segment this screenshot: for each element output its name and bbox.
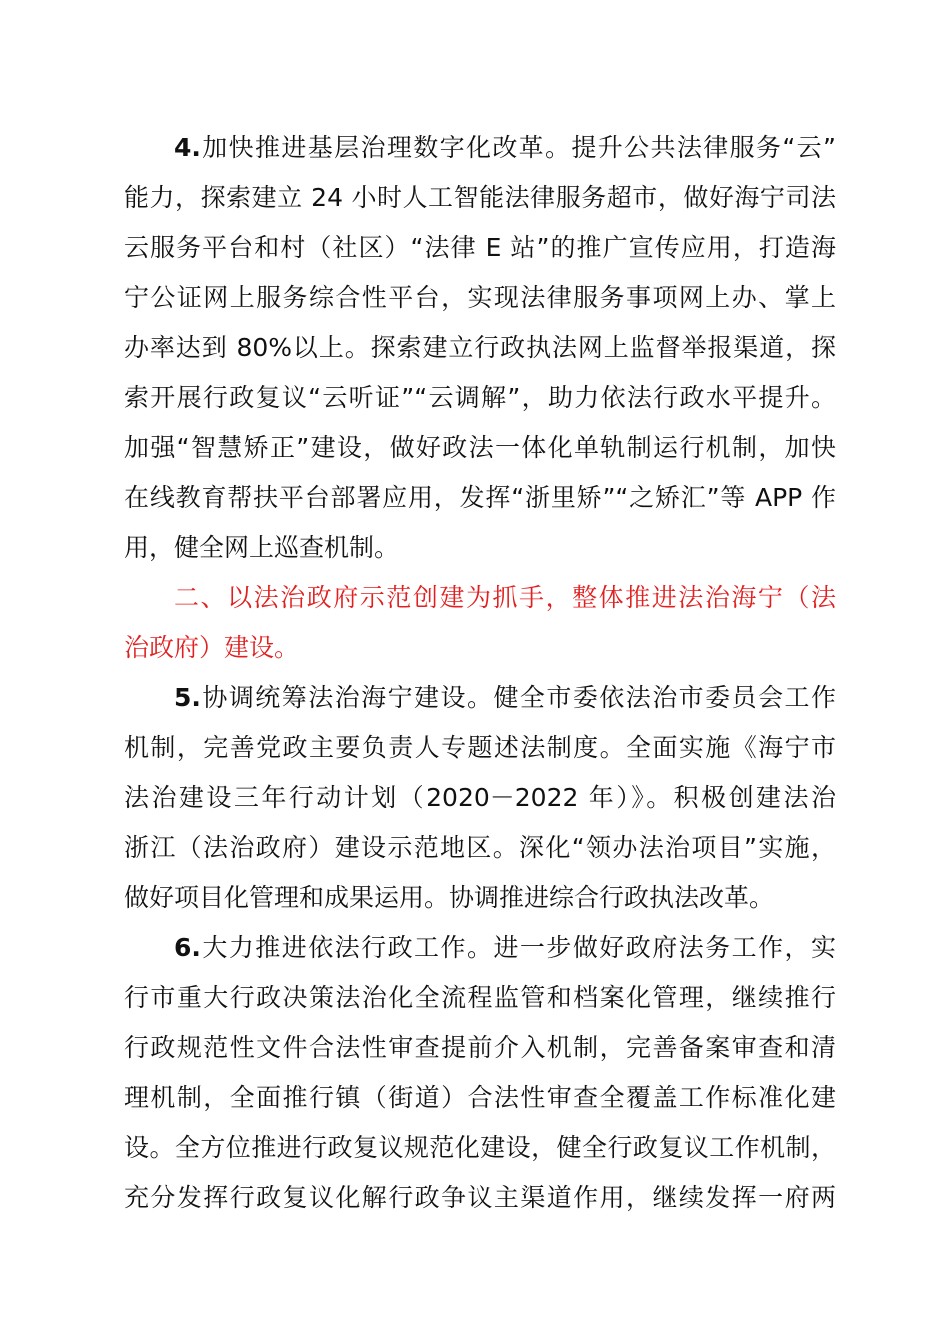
paragraph-5-number: 5. (174, 683, 201, 712)
paragraph-6-line: 行市重大行政决策法治化全流程监管和档案化管理，继续推行 (124, 983, 836, 1012)
paragraph-5-line: 机制，完善党政主要负责人专题述法制度。全面实施《海宁市 (124, 733, 836, 762)
paragraph-6-line: 理机制，全面推行镇（街道）合法性审查全覆盖工作标准化建 (124, 1083, 836, 1112)
section-heading-2-line: 二、以法治政府示范创建为抓手，整体推进法治海宁（法 (174, 583, 836, 612)
paragraph-6-line: 设。全方位推进行政复议规范化建设，健全行政复议工作机制， (124, 1133, 836, 1162)
paragraph-4-line: 用，健全网上巡查机制。 (124, 533, 400, 562)
paragraph-6-number: 6. (174, 933, 201, 962)
paragraph-4-line: 宁公证网上服务综合性平台，实现法律服务事项网上办、掌上 (124, 283, 836, 312)
paragraph-4-line: 能力，探索建立 24 小时人工智能法律服务超市，做好海宁司法 (124, 183, 836, 212)
paragraph-4-number: 4. (174, 133, 201, 162)
paragraph-6-line: 行政规范性文件合法性审查提前介入机制，完善备案审查和清 (124, 1033, 836, 1062)
paragraph-4-line: 云服务平台和村（社区）“法律 E 站”的推广宣传应用，打造海 (124, 233, 836, 262)
section-heading-2-line: 治政府）建设。 (124, 633, 300, 662)
paragraph-5-line: 做好项目化管理和成果运用。协调推进综合行政执法改革。 (124, 883, 775, 912)
paragraph-4-line: 在线教育帮扶平台部署应用，发挥“浙里矫”“之矫汇”等 APP 作 (124, 483, 836, 512)
paragraph-6-line: 充分发挥行政复议化解行政争议主渠道作用，继续发挥一府两 (124, 1183, 836, 1212)
paragraph-4-line: 索开展行政复议“云听证”“云调解”，助力依法行政水平提升。 (124, 383, 836, 412)
paragraph-5-line: 5.协调统筹法治海宁建设。健全市委依法治市委员会工作 (174, 683, 836, 712)
paragraph-5-line: 浙江（法治政府）建设示范地区。深化“领办法治项目”实施， (124, 833, 836, 862)
paragraph-5-line: 法治建设三年行动计划（2020－2022 年）》。积极创建法治 (124, 783, 836, 812)
paragraph-4-line: 办率达到 80%以上。探索建立行政执法网上监督举报渠道，探 (124, 333, 836, 362)
paragraph-4-line: 加强“智慧矫正”建设，做好政法一体化单轨制运行机制，加快 (124, 433, 836, 462)
paragraph-6-line: 6.大力推进依法行政工作。进一步做好政府法务工作，实 (174, 933, 836, 962)
paragraph-4-line: 4.加快推进基层治理数字化改革。提升公共法律服务“云” (174, 133, 836, 162)
